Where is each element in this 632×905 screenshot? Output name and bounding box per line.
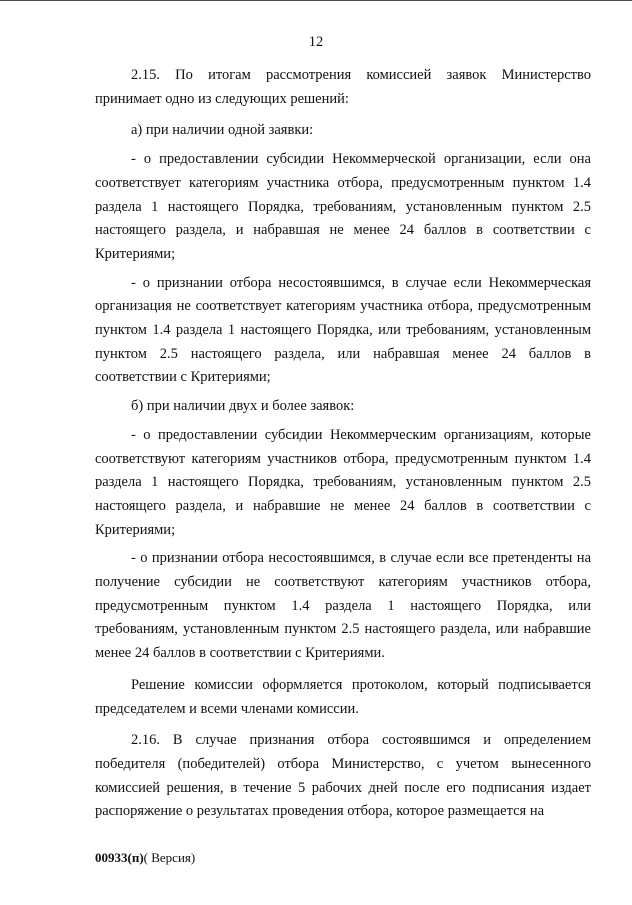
document-body xyxy=(95,64,591,832)
document-version: ( Версия) xyxy=(143,850,196,865)
paragraph-2-15: 2.15. По итогам рассмотрения комиссией заявок Министерство принимает одно из следующих решений: xyxy=(95,67,591,107)
paragraph-multiple-grant: - о предоставлении субсидии Некоммерческим организациям, которые соответствуют категориям участников отбора, предусмотренным пунктом 1.4 раздела 1 настоящего Порядка, требованиям, установленным пунктом 2.5 настоящего раздела, и набравшие не менее 24 баллов в соответствии с Критериями; xyxy=(95,426,591,538)
paragraph-protocol: Решение комиссии оформляется протоколом, который подписывается председателем и всеми членами комиссии. xyxy=(95,676,591,717)
paragraph-single-failed: - о признании отбора несостоявшимся, в случае если Некоммерческая организация не соответствует категориям участника отбора, предусмотренным пунктом 1.4 раздела 1 настоящего Порядка, или требованиям, установленным пунктом 2.5 настоящего раздела, или набравшая менее 24 баллов в соответствии с Критериями; xyxy=(95,274,591,386)
paragraph-single-application: а) при наличии одной заявки: xyxy=(131,122,314,139)
paragraph-multiple-applications: б) при наличии двух и более заявок: xyxy=(131,398,355,415)
paragraph-single-grant: - о предоставлении субсидии Некоммерческой организации, если она соответствует категориям участника отбора, предусмотренным пунктом 1.4 раздела 1 настоящего Порядка, требованиям, установленным пунктом 2.5 настоящего раздела, и набравшая не менее 24 баллов в соответствии с Критериями; xyxy=(95,151,591,262)
scan-edge xyxy=(0,0,632,1)
document-code: 00933(п) xyxy=(95,850,144,865)
document-footer xyxy=(95,850,195,866)
paragraph-2-16: 2.16. В случае признания отбора состоявшимся и определением победителя (победителей) отбора Министерство, с учетом вынесенного комиссией решения, в течение 5 рабочих дней после его подписания издает распоряжение о результатах проведения отбора, которое размещается на xyxy=(95,732,591,820)
paragraph-multiple-failed: - о признании отбора несостоявшимся, в случае если все претенденты на получение субсидии не соответствуют категориям участников отбора, предусмотренным пунктом 1.4 раздела 1 настоящего Порядка, или требованиям, установленным пунктом 2.5 настоящего раздела, или набравшие менее 24 баллов в соответствии с Критериями. xyxy=(95,550,591,662)
page-number: 12 xyxy=(308,34,324,50)
